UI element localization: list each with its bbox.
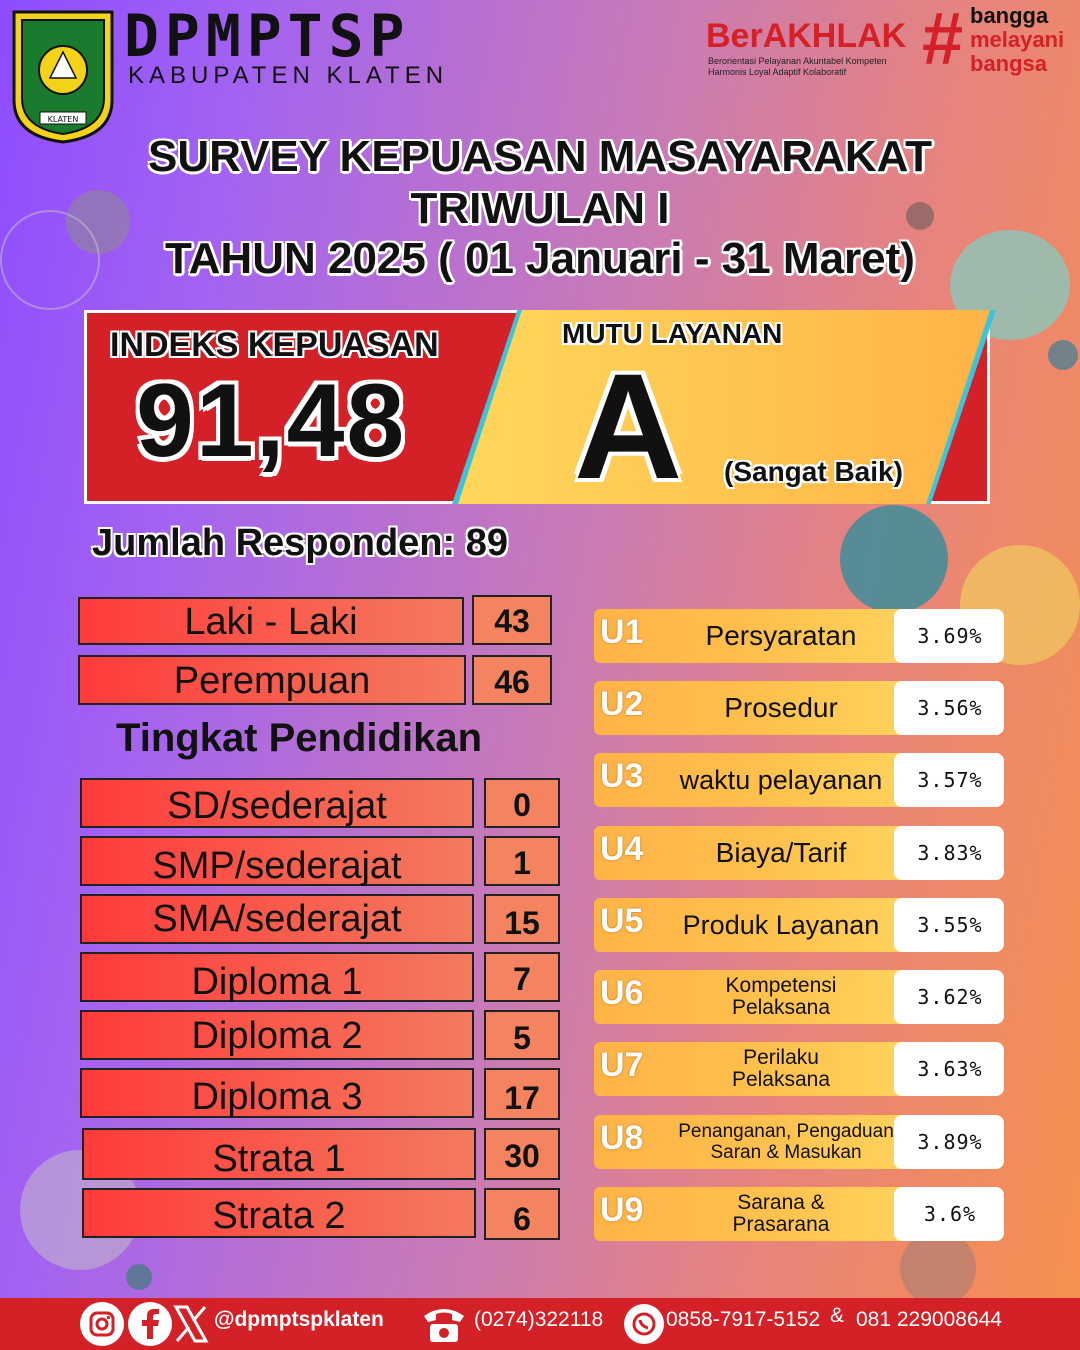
mutu-grade: A	[574, 342, 683, 510]
brand-name: DPMPTSP	[124, 2, 411, 70]
education-value: 7	[484, 952, 560, 1002]
bangga-word: bangsa	[970, 51, 1048, 76]
respondent-count: Jumlah Responden: 89	[92, 522, 508, 564]
education-value: 1	[484, 836, 560, 886]
element-percent: 3.69%	[917, 624, 983, 648]
element-code: U8	[600, 1119, 644, 1157]
gender-value: 46	[472, 655, 552, 705]
element-code: U3	[600, 757, 644, 795]
element-name: Prosedur	[724, 692, 838, 723]
whatsapp-icon	[624, 1304, 664, 1344]
education-label: Strata 2	[82, 1188, 476, 1238]
mutu-description: (Sangat Baik)	[724, 456, 903, 487]
element-row-u7	[594, 1042, 1004, 1096]
element-row-u4	[594, 826, 1004, 880]
decor-circle	[1048, 340, 1078, 370]
education-value: 0	[484, 778, 560, 828]
hash-icon: #	[922, 0, 964, 80]
x-twitter-icon[interactable]	[172, 1304, 210, 1344]
element-percent: 3.6%	[923, 1202, 977, 1226]
element-code: U9	[600, 1191, 644, 1229]
education-label: Diploma 2	[80, 1010, 474, 1060]
element-name: Persyaratan	[705, 620, 857, 651]
element-percent: 3.56%	[917, 696, 983, 720]
education-value: 5	[484, 1010, 560, 1060]
education-label: Diploma 3	[80, 1068, 474, 1118]
element-name: Biaya/Tarif	[715, 837, 847, 868]
phone-number[interactable]: (0274)322118	[474, 1308, 604, 1331]
element-code: U1	[600, 613, 644, 651]
element-percent: 3.63%	[917, 1057, 983, 1081]
element-percent: 3.57%	[917, 768, 983, 792]
element-row-u1	[594, 609, 1004, 663]
education-title: Tingkat Pendidikan	[116, 716, 482, 760]
element-name: Kompetensi Pelaksana	[725, 974, 837, 1019]
klaten-logo	[10, 8, 116, 144]
education-label: SD/sederajat	[80, 778, 474, 828]
element-name: Sarana & Prasarana	[732, 1191, 830, 1236]
element-row-u9	[594, 1187, 1004, 1241]
education-label: Diploma 1	[80, 952, 474, 1002]
element-code: U6	[600, 974, 644, 1012]
berakhlak-logo: BerAKHLAK	[706, 17, 907, 55]
gender-value: 43	[472, 595, 552, 645]
element-row-u5	[594, 898, 1004, 952]
element-percent: 3.62%	[917, 985, 983, 1009]
element-name: Perilaku Pelaksana	[731, 1046, 831, 1091]
element-code: U7	[600, 1046, 644, 1084]
bangga-word: melayani	[970, 27, 1065, 52]
instagram-icon[interactable]	[80, 1302, 124, 1346]
element-name: Produk Layanan	[682, 910, 880, 940]
facebook-icon[interactable]	[128, 1302, 172, 1346]
element-code: U5	[600, 902, 644, 940]
whatsapp-number[interactable]: 081 229008644	[856, 1308, 1002, 1331]
bangga-word: bangga	[970, 3, 1049, 28]
education-label: SMA/sederajat	[80, 894, 474, 944]
element-percent: 3.55%	[917, 913, 983, 937]
element-name: Penanganan, Pengaduan Saran & Masukan	[678, 1121, 894, 1163]
education-value: 15	[484, 894, 560, 944]
element-row-u3	[594, 753, 1004, 807]
element-row-u6	[594, 970, 1004, 1024]
decor-circle	[126, 1264, 152, 1290]
brand-region: KABUPATEN KLATEN	[128, 62, 449, 89]
index-value: 91,48	[136, 363, 407, 479]
berakhlak-tagline: Berorientasi Pelayanan Akuntabel Kompeten Harmonis Loyal Adaptif Kolaboratif	[708, 56, 887, 77]
ampersand: &	[830, 1304, 845, 1327]
education-value: 6	[484, 1188, 560, 1240]
whatsapp-number[interactable]: 0858-7917-5152	[666, 1308, 821, 1331]
element-code: U4	[600, 830, 644, 868]
education-value: 30	[484, 1128, 560, 1180]
gender-label: Laki - Laki	[78, 597, 464, 645]
element-code: U2	[600, 685, 644, 723]
element-percent: 3.89%	[917, 1130, 983, 1154]
decor-circle	[900, 1230, 976, 1306]
decor-circle	[840, 505, 948, 613]
page-subtitle: TRIWULAN I	[410, 184, 670, 233]
page-period: TAHUN 2025 ( 01 Januari - 31 Maret)	[165, 234, 915, 283]
education-label: SMP/sederajat	[80, 836, 474, 886]
element-row-u8	[594, 1115, 1004, 1169]
element-name: waktu pelayanan	[679, 765, 883, 795]
index-label: INDEKS KEPUASAN	[110, 326, 439, 364]
telephone-icon	[420, 1302, 468, 1346]
page-title: SURVEY KEPUASAN MASAYARAKAT	[147, 132, 933, 181]
svg-text:KLATEN: KLATEN	[47, 115, 79, 124]
element-percent: 3.83%	[917, 841, 983, 865]
element-row-u2	[594, 681, 1004, 735]
education-value: 17	[484, 1068, 560, 1120]
gender-label: Perempuan	[78, 655, 466, 705]
bangga-melayani-logo	[970, 4, 1080, 76]
mutu-label: MUTU LAYANAN	[562, 318, 783, 349]
social-handle[interactable]: @dpmptspklaten	[214, 1308, 384, 1331]
education-label: Strata 1	[82, 1128, 476, 1180]
